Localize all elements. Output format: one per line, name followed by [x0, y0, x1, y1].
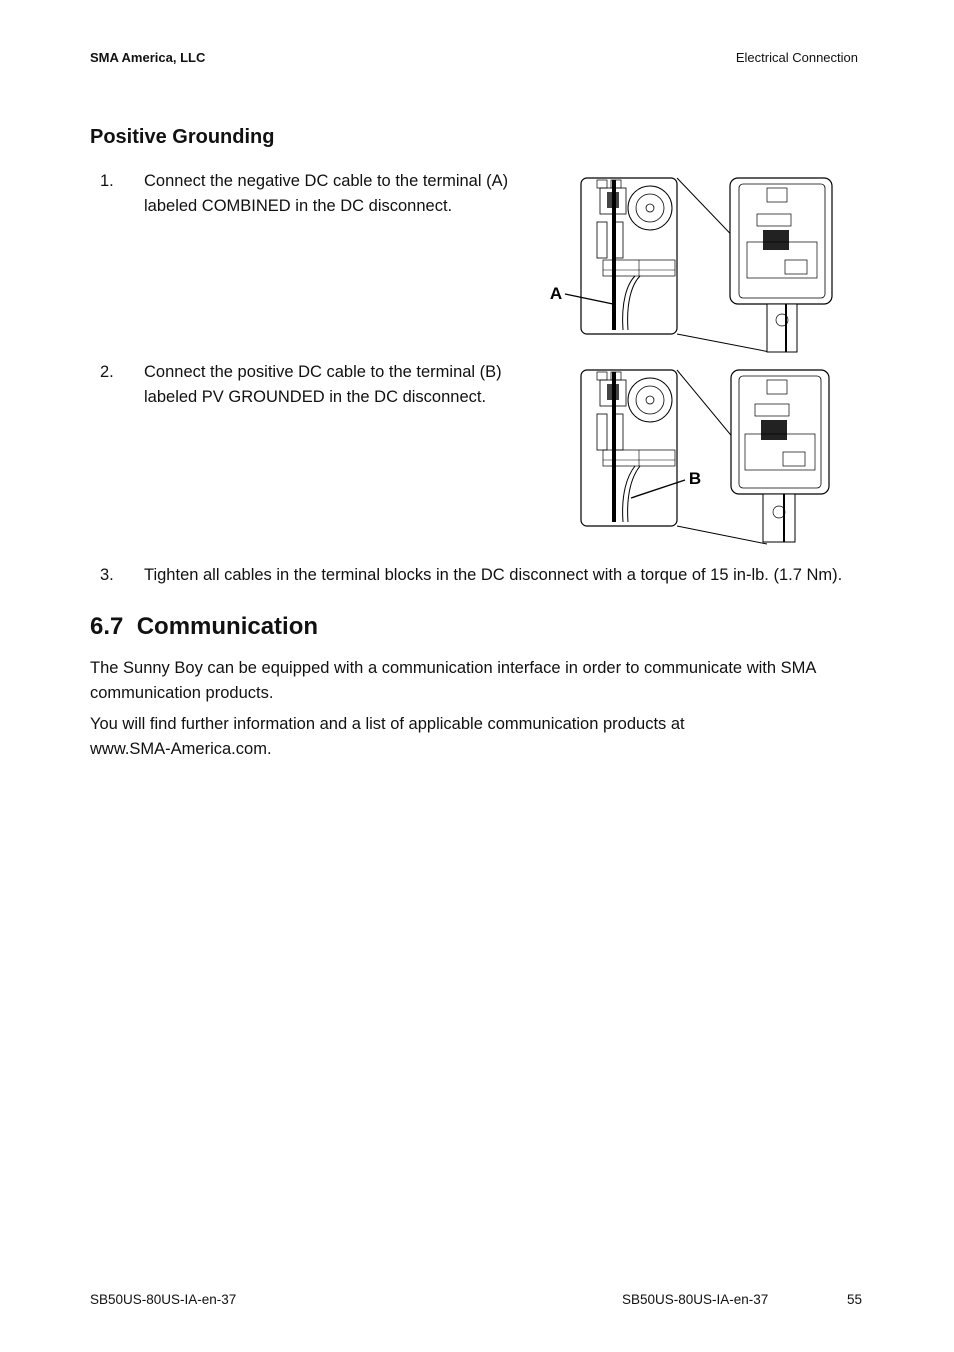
step-text-line: Tighten all cables in the terminal blocks in the DC disconnect with a torque of 15 in-lb. (1.7 Nm). — [144, 566, 843, 584]
website-link[interactable]: www.SMA-America.com. — [90, 740, 272, 758]
step-text-line: labeled PV GROUNDED in the DC disconnect. — [144, 388, 487, 406]
figure-terminal-b — [545, 364, 845, 549]
paragraph-line: communication products. — [90, 684, 274, 702]
step-number: 3. — [100, 566, 114, 584]
step-text-line: labeled COMBINED in the DC disconnect. — [144, 197, 453, 215]
header-chapter: Electrical Connection — [735, 50, 858, 65]
step-number: 2. — [100, 363, 114, 381]
communication-paragraph-2 — [90, 712, 870, 762]
header-company: SMA America, LLC — [90, 50, 206, 65]
step-1 — [100, 169, 540, 221]
section-title: Positive Grounding — [90, 126, 275, 148]
step-text-line: Connect the positive DC cable to the terminal (B) — [144, 363, 502, 381]
footer-doc-id: SB50US-80US-IA-en-37 — [90, 1292, 237, 1307]
step-2 — [100, 360, 540, 412]
figure-label-b: B — [688, 469, 702, 488]
step-text-line: Connect the negative DC cable to the terminal (A) — [144, 172, 509, 190]
step-number: 1. — [100, 172, 114, 190]
paragraph-line: You will find further information and a list of applicable communication products at — [90, 715, 685, 733]
figure-terminal-a — [545, 172, 845, 357]
footer-doc-id-center: SB50US-80US-IA-en-37 — [622, 1292, 769, 1307]
communication-paragraph-1 — [90, 656, 870, 706]
step-3 — [100, 563, 880, 589]
paragraph-line: The Sunny Boy can be equipped with a communication interface in order to communicate with SMA — [90, 659, 817, 677]
communication-heading: 6.7 Communication — [90, 613, 319, 640]
figure-label-a: A — [549, 284, 563, 303]
page-number: 55 — [846, 1292, 862, 1307]
